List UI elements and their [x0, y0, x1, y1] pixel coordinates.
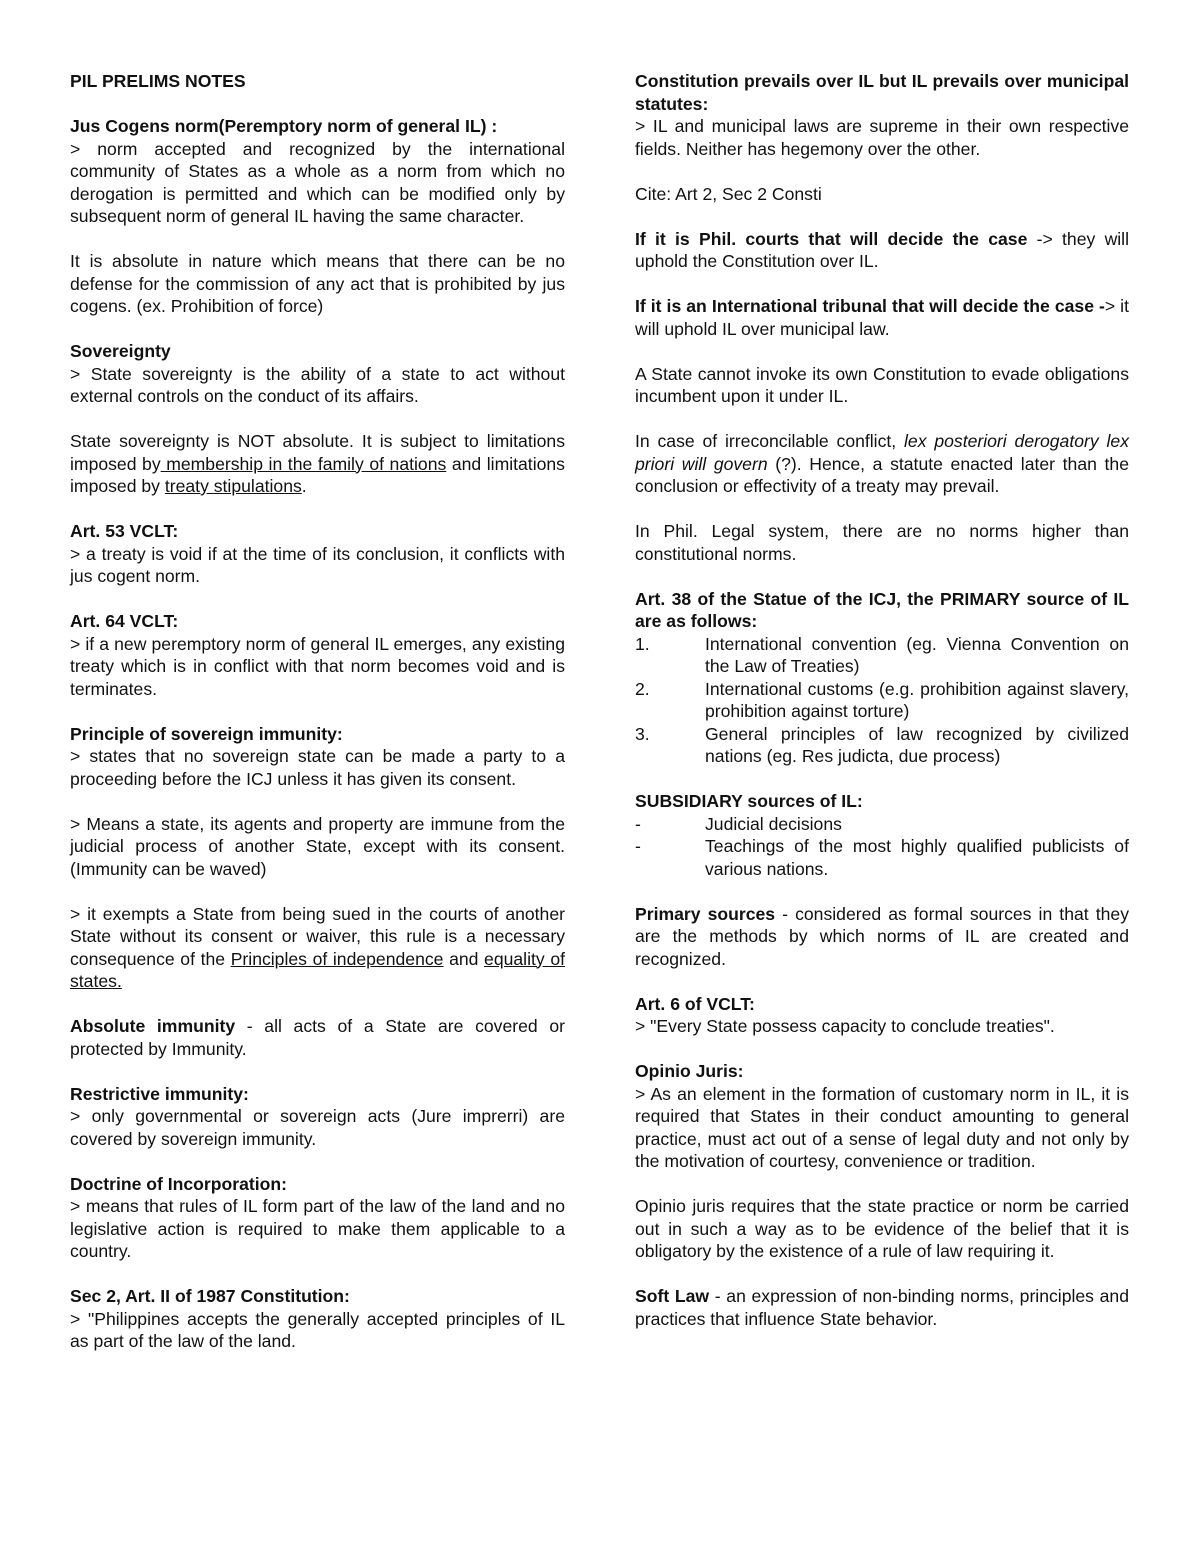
opinio-heading: Opinio Juris: [635, 1061, 744, 1081]
opinio-p2: Opinio juris requires that the state practice or norm be carried out in such a way as to be evidence of the belief that it is obligatory by the existence of a rule of law requiring it. [635, 1196, 1129, 1261]
phil-courts-text: -> they will uphold the Constitution over IL. [635, 228, 1129, 271]
list-item [635, 633, 1129, 678]
list-item [635, 678, 1129, 723]
right-column [635, 70, 1129, 1330]
intl-tribunal [635, 295, 1129, 340]
constitution-cite: Cite: Art 2, Sec 2 Consti [635, 183, 822, 204]
phil-courts-bold: If it is Phil. courts that will decide the case [635, 228, 1028, 249]
conflict-b: (?). Hence, a statute enacted later than the conclusion or effectivity of a treaty may prevail. [635, 453, 1129, 496]
restrictive-text: > only governmental or sovereign acts (Jure imprerri) are covered by sovereign immunity. [70, 1106, 565, 1149]
item-text: Teachings of the most highly qualified publicists of various nations. [705, 836, 1129, 879]
art64-heading: Art. 64 VCLT: [70, 611, 179, 631]
item-text: International convention (eg. Vienna Convention on the Law of Treaties) [705, 633, 1129, 676]
opinio-p1: > As an element in the formation of customary norm in IL, it is required that States in their conduct amounting to general practice, must act out of a sense of legal duty and not only by the motivation of courtesy, convenience or tradition. [635, 1083, 1129, 1171]
incorporation-heading: Doctrine of Incorporation: [70, 1173, 287, 1194]
conflict-paragraph [635, 430, 1129, 498]
absolute-immunity-term: Absolute immunity [70, 1016, 236, 1036]
art53-text: > a treaty is void if at the time of its conclusion, it conflicts with jus cogent norm. [70, 543, 565, 586]
conflict-latin: lex posteriori derogatory lex priori will govern [635, 431, 1129, 474]
art6-heading: Art. 6 of VCLT: [635, 993, 755, 1014]
bullet-dash: - [635, 813, 641, 834]
art6-text: > "Every State possess capacity to conclude treaties". [635, 1016, 1055, 1036]
conflict-a: In case of irreconcilable conflict, [635, 431, 905, 451]
immunity-p3a: > it exempts a State from being sued in the courts of another State without its consent or waiver, this rule is a necessary consequence of the [70, 903, 565, 969]
sovereignty-not-absolute [70, 430, 565, 498]
art38-heading: Art. 38 of the Statue of the ICJ, the PRIMARY source of IL are as follows: [635, 588, 1129, 631]
phil-legal-system: In Phil. Legal system, there are no norms higher than constitutional norms. [635, 521, 1129, 564]
incorporation-text: > means that rules of IL form part of the law of the land and no legislative action is required to make them applicable to a country. [70, 1196, 565, 1261]
primary-sources-term: Primary sources [635, 903, 776, 924]
intl-tribunal-text: > it will uphold IL over municipal law. [635, 296, 1129, 339]
constitution-heading: Constitution prevails over IL but IL prevails over municipal statutes: [635, 71, 1129, 114]
constitution-text: > IL and municipal laws are supreme in their own respective fields. Neither has hegemony over the other. [635, 116, 1129, 159]
cannot-invoke: A State cannot invoke its own Constitution to evade obligations incumbent upon it under IL. [635, 363, 1129, 406]
item-text: General principles of law recognized by civilized nations (eg. Res judicta, due process) [705, 723, 1129, 766]
membership-underline: membership in the family of nations [160, 453, 447, 474]
jus-cogens-absolute: It is absolute in nature which means that there can be no defense for the commission of any act that is prohibited by jus cogens. (ex. Prohibition of force) [70, 251, 565, 316]
item-text: International customs (e.g. prohibition against slavery, prohibition against torture) [705, 678, 1129, 721]
absolute-immunity-text: - all acts of a State are covered or protected by Immunity. [70, 1016, 565, 1059]
page-title: PIL PRELIMS NOTES [70, 71, 246, 91]
sec2-text: > "Philippines accepts the generally accepted principles of IL as part of the law of the land. [70, 1308, 565, 1351]
immunity-p3b: and [443, 948, 485, 969]
sovereignty-text-end: . [301, 476, 307, 496]
jus-cogens-heading: Jus Cogens norm(Peremptory norm of general IL) : [70, 116, 498, 136]
immunity-heading: Principle of sovereign immunity: [70, 723, 343, 744]
bullet-dash: - [635, 836, 641, 856]
sovereignty-text-b: and limitations imposed by [70, 453, 565, 496]
sovereignty-heading: Sovereignty [70, 341, 171, 361]
primary-sources-text: - considered as formal sources in that they are the methods by which norms of IL are created and recognized. [635, 903, 1129, 969]
subsidiary-heading: SUBSIDIARY sources of IL: [635, 791, 863, 811]
treaty-underline: treaty stipulations [164, 476, 302, 496]
list-item [635, 835, 1129, 880]
primary-sources [635, 903, 1129, 971]
art53-heading: Art. 53 VCLT: [70, 521, 179, 541]
phil-courts [635, 228, 1129, 273]
absolute-immunity [70, 1015, 565, 1060]
jus-cogens-definition: > norm accepted and recognized by the international community of States as a whole as a norm from which no derogation is permitted and which can be modified only by subsequent norm of general IL having the same character. [70, 138, 565, 226]
soft-law-term: Soft Law [635, 1286, 710, 1306]
sec2-heading: Sec 2, Art. II of 1987 Constitution: [70, 1286, 350, 1306]
item-number: 2. [635, 678, 650, 699]
soft-law [635, 1285, 1129, 1330]
left-column [70, 70, 565, 1353]
equality-underline: equality of states. [70, 948, 565, 991]
list-item [635, 813, 1129, 836]
restrictive-heading: Restrictive immunity: [70, 1083, 249, 1104]
soft-law-text: - an expression of non-binding norms, principles and practices that influence State behavior. [635, 1286, 1130, 1329]
item-text: Judicial decisions [705, 813, 842, 834]
item-number: 3. [635, 723, 650, 744]
sovereignty-text-a: State sovereignty is NOT absolute. It is subject to limitations imposed by [70, 431, 565, 474]
independence-underline: Principles of independence [230, 948, 444, 969]
immunity-p2: > Means a state, its agents and property are immune from the judicial process of another State, except with its consent. (Immunity can be waved) [70, 813, 565, 879]
intl-tribunal-bold: If it is an International tribunal that will decide the case - [635, 296, 1105, 316]
immunity-p1: > states that no sovereign state can be made a party to a proceeding before the ICJ unless it has given its consent. [70, 746, 565, 789]
item-number: 1. [635, 633, 650, 654]
immunity-p3 [70, 903, 565, 993]
art64-text: > if a new peremptory norm of general IL emerges, any existing treaty which is in conflict with that norm becomes void and is terminates. [70, 633, 565, 699]
sovereignty-definition: > State sovereignty is the ability of a state to act without external controls on the conduct of its affairs. [70, 363, 565, 406]
list-item [635, 723, 1129, 768]
